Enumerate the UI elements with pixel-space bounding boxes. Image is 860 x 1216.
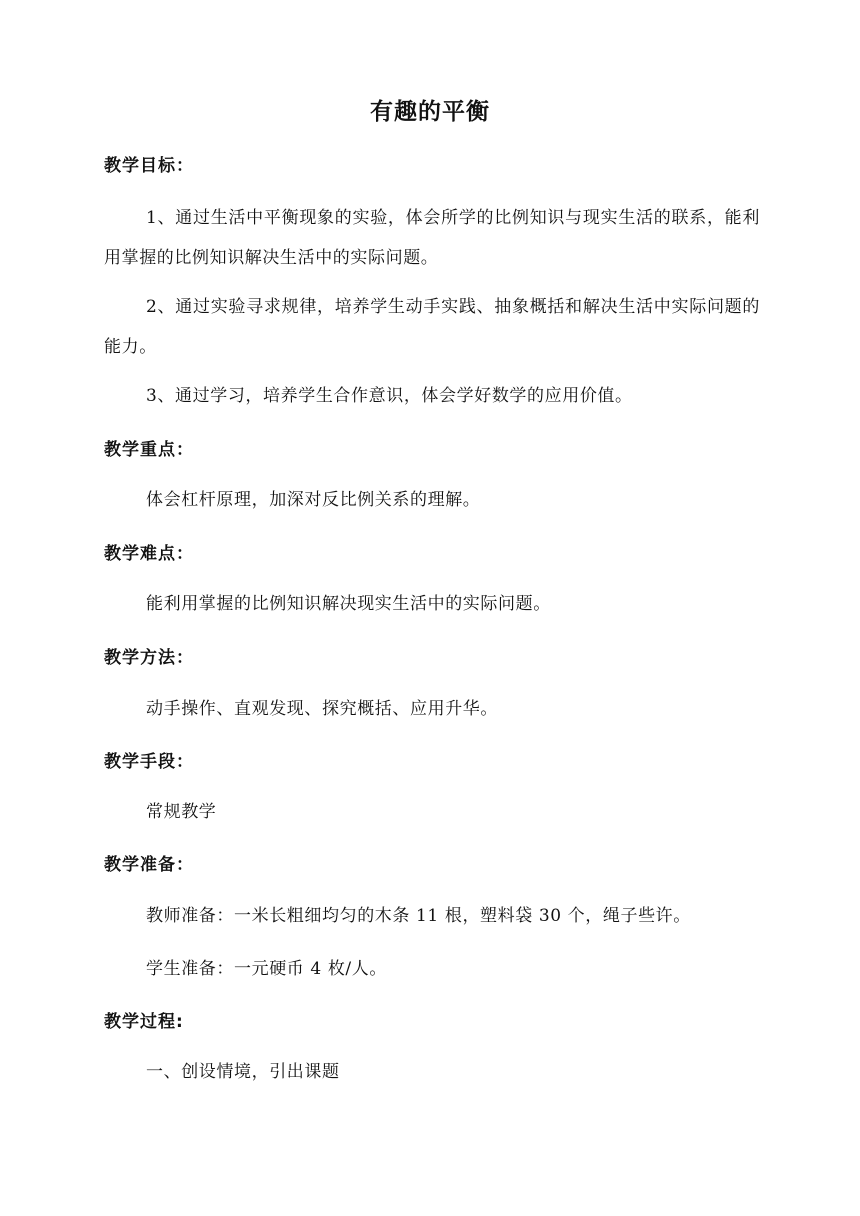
teacher-preparation-text: 教师准备：一米长粗细均匀的木条 11 根，塑料袋 30 个，绳子些许。	[146, 906, 691, 926]
preparation-heading: 教学准备：	[104, 855, 194, 875]
process-step-1: 一、创设情境，引出课题	[146, 1062, 340, 1082]
key-points-text: 体会杠杆原理，加深对反比例关系的理解。	[146, 490, 481, 510]
methods-text: 动手操作、直观发现、探究概括、应用升华。	[146, 699, 498, 719]
key-points-heading: 教学重点：	[104, 440, 194, 460]
difficulties-heading: 教学难点：	[104, 544, 194, 564]
objective-item-2: 2、通过实验寻求规律，培养学生动手实践、抽象概括和解决生活中实际问题的能力。	[104, 297, 760, 357]
objectives-heading: 教学目标：	[104, 156, 194, 176]
document-title: 有趣的平衡	[370, 99, 490, 125]
objective-item-3: 3、通过学习，培养学生合作意识，体会学好数学的应用价值。	[146, 386, 633, 406]
objective-item-1: 1、通过生活中平衡现象的实验，体会所学的比例知识与现实生活的联系，能利用掌握的比例知识解决生活中的实际问题。	[104, 208, 760, 268]
means-text: 常规教学	[146, 802, 217, 822]
student-preparation-text: 学生准备：一元硬币 4 枚/人。	[146, 959, 387, 979]
means-heading: 教学手段：	[104, 752, 194, 772]
difficulties-text: 能利用掌握的比例知识解决现实生活中的实际问题。	[146, 594, 551, 614]
process-heading: 教学过程:	[104, 1012, 184, 1032]
methods-heading: 教学方法：	[104, 648, 194, 668]
